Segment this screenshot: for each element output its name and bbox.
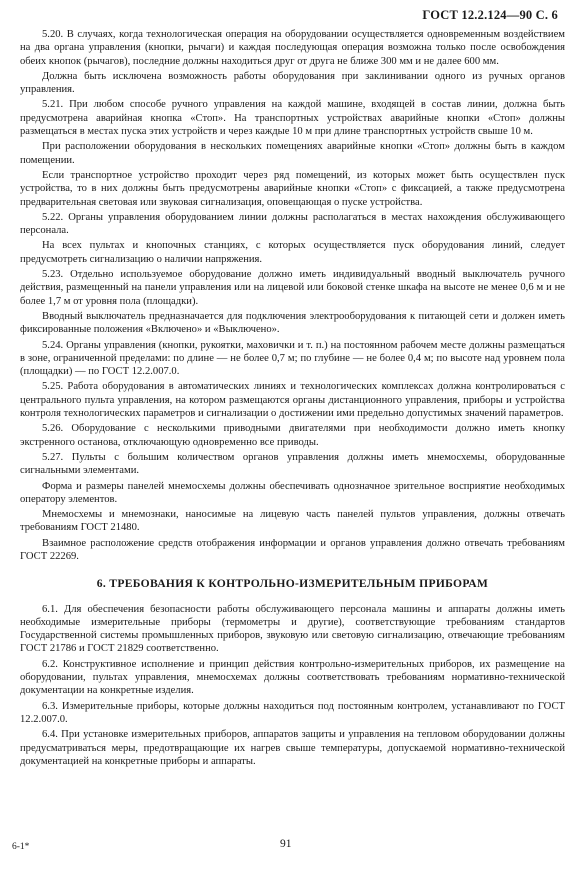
paragraph: Если транспортное устройство проходит через ряд помещений, из которых может быть осуществлен пуск устройства, то в них должны быть предусмотрены аварийные кнопки «Стоп» с фиксацией, а также предусмотрена предварительная световая или звуковая сигнализация, оповещающая о пуске устройства. — [20, 169, 565, 208]
paragraph: Должна быть исключена возможность работы оборудования при заклинивании одного из ручных органов управления. — [20, 70, 565, 96]
paragraph: 5.22. Органы управления оборудованием линии должны располагаться в местах нахождения обслуживающего персонала. — [20, 211, 565, 237]
paragraph: 5.27. Пульты с большим количеством органов управления должны иметь мнемосхемы, оборудованные сигнальными элементами. — [20, 451, 565, 477]
paragraph: Вводный выключатель предназначается для подключения электрооборудования к питающей сети и должен иметь фиксированные положения «Включено» и «Выключено». — [20, 310, 565, 336]
section-title: 6. ТРЕБОВАНИЯ К КОНТРОЛЬНО-ИЗМЕРИТЕЛЬНЫМ ПРИБОРАМ — [96, 577, 489, 591]
paragraph: 5.21. При любом способе ручного управления на каждой машине, входящей в состав линии, должна быть предусмотрена аварийная кнопка «Стоп». На транспортных устройствах аварийные кнопки «Стоп» должны размещаться в местах пуска этих устройств и через каждые 10 м при длине транспортных устройств свыше 10 м. — [20, 99, 565, 138]
paragraph: 5.23. Отдельно используемое оборудование должно иметь индивидуальный вводный выключатель ручного действия, размещенный на панели управления или на лицевой или боковой стенке шкафа на высоте не менее 0,6 м и не более 1,7 м от уровня пола (площадки). — [20, 269, 565, 307]
printing-signature: 6-1* — [12, 842, 30, 852]
paragraph: 6.3. Измерительные приборы, которые должны находиться под постоянным контролем, устанавливают по ГОСТ 12.2.007.0. — [20, 700, 565, 725]
document-body — [20, 28, 565, 770]
page-number: 91 — [280, 838, 292, 850]
paragraph: На всех пультах и кнопочных станциях, с которых осуществляется пуск оборудования линий, следует предусмотреть сигнализацию о наличии напряжения. — [20, 240, 565, 265]
paragraph: 6.4. При установке измерительных приборов, аппаратов защиты и управления на тепловом оборудовании должны предусматриваться меры, предотвращающие их нагрев свыше температуры, допускаемой нормативно-технической документацией на конкретные приборы и аппараты. — [20, 729, 565, 767]
paragraph: 5.26. Оборудование с несколькими приводными двигателями при необходимости должно иметь кнопку экстренного останова, отключающую одновременно все приводы. — [20, 423, 565, 448]
paragraph: 5.25. Работа оборудования в автоматических линиях и технологических комплексах должна контролироваться с центрального пульта управления, на котором размещаются органы дистанционного управления, приборы и устройства контроля технологических параметров и сигнализации о достижении ими предельно допустимых значений параметров. — [20, 381, 565, 420]
paragraph: При расположении оборудования в нескольких помещениях аварийные кнопки «Стоп» должны быть в каждом помещении. — [20, 141, 565, 166]
paragraph: 6.2. Конструктивное исполнение и принцип действия контрольно-измерительных приборов, их размещение на оборудовании, пультах управления, мнемосхемах должны соответствовать требованиям нормативно-технической документации на конкретные изделия. — [20, 658, 565, 697]
paragraph: 6.1. Для обеспечения безопасности работы обслуживающего персонала машины и аппараты должны иметь необходимые измерительные приборы (термометры и другие), соответствующие требованиям стандартов Государственной системы промышленных приборов, звуковую или световую сигнализацию, отвечающие требованиям ГОСТ 21786 и ГОСТ 21829 соответственно. — [20, 603, 565, 655]
paragraph: Форма и размеры панелей мнемосхемы должны обеспечивать однозначное зрительное восприятие необходимых оператору элементов. — [20, 480, 565, 505]
paragraph: Мнемосхемы и мнемознаки, наносимые на лицевую часть панелей пультов управления, должны отвечать требованиям ГОСТ 21480. — [20, 509, 565, 534]
paragraph: 5.20. В случаях, когда технологическая операция на оборудовании осуществляется одновременным воздействием на два органа управления (кнопки, рычаги) и каждая последующая операция возможна только после освобождения обеих кнопок (рычагов), последние должны находиться друг от друга не ближе 300 мм и не далее 600 мм. — [20, 29, 565, 67]
paragraph: Взаимное расположение средств отображения информации и органов управления должно отвечать требованиям ГОСТ 22269. — [20, 537, 565, 562]
page-header: ГОСТ 12.2.124—90 С. 6 — [422, 8, 558, 22]
paragraph: 5.24. Органы управления (кнопки, рукоятки, маховички и т. п.) на постоянном рабочем месте должны размещаться в зоне, ограниченной пределами: по длине — не более 0,7 м; по глубине — не более 0,4 м; по высоте над уровнем пола (площадки) — по ГОСТ 12.2.007.0. — [20, 339, 565, 378]
